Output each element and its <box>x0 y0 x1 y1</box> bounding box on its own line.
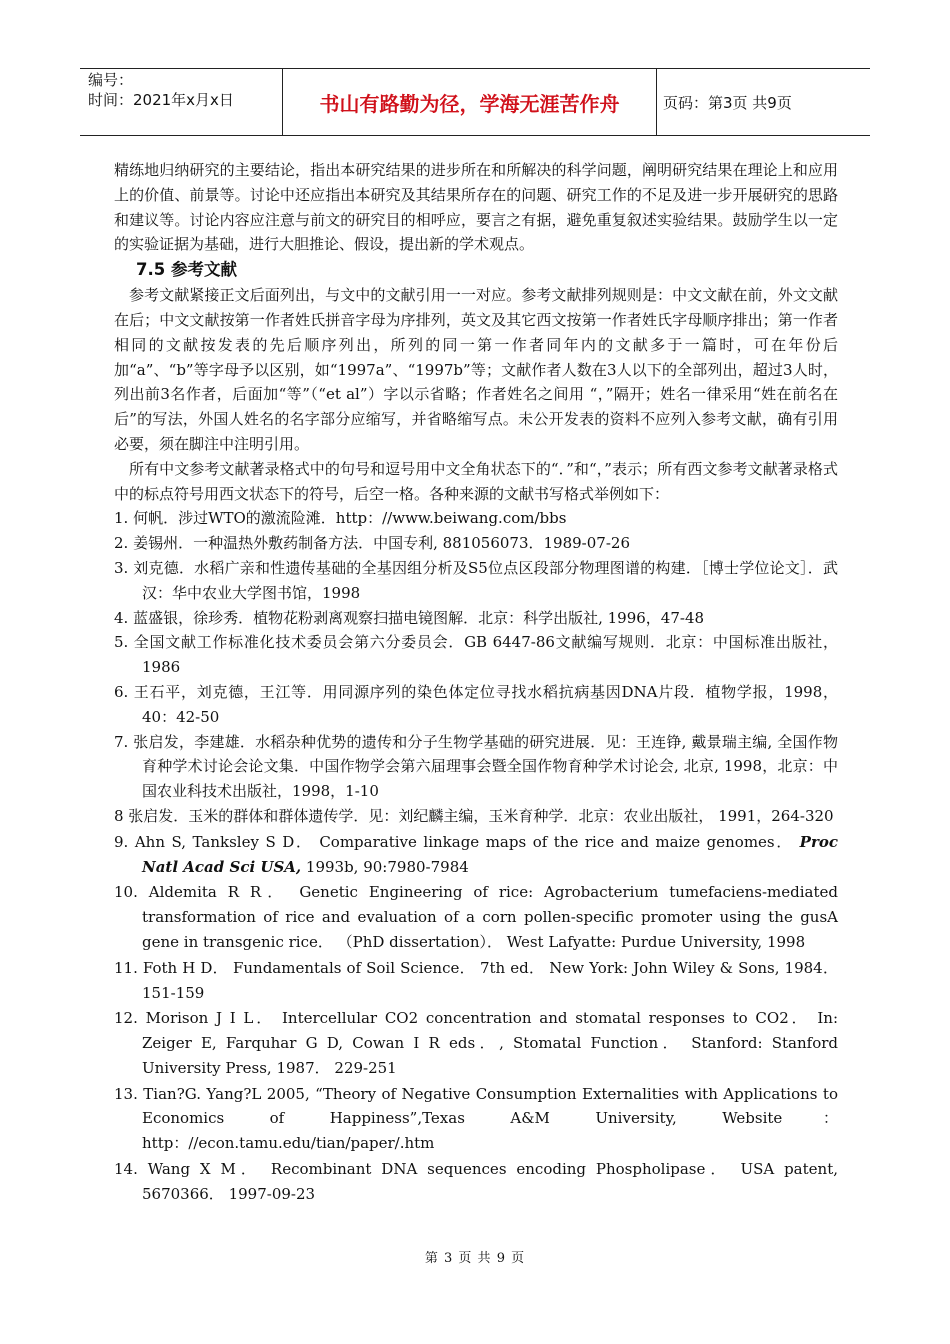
header-meta <box>80 69 283 135</box>
header-motto: 书山有路勤为径，学海无涯苦作舟 <box>283 69 657 135</box>
document-body <box>114 158 838 1207</box>
reference-item: 7. 张启发，李建雄．水稻杂种优势的遗传和分子生物学基础的研究进展．见：王连铮, 戴景瑞主编, 全国作物育种学术讨论会论文集．中国作物学会第六届理事会暨全国作物育种学术讨论会, 北京, 1998，北京：中国农业科技术出版社，1998，1-10 <box>114 732 838 801</box>
doc-time-label: 时间：2021年x月x日 <box>88 91 234 109</box>
page-footer: 第 3 页 共 9 页 <box>424 1251 526 1266</box>
reference-item: 4. 蓝盛银，徐珍秀．植物花粉剥离观察扫描电镜图解．北京：科学出版社, 1996，47-48 <box>114 608 705 627</box>
intro-paragraph: 精练地归纳研究的主要结论，指出本研究结果的进步所在和所解决的科学问题，阐明研究结果在理论上和应用上的价值、前景等。讨论中还应指出本研究及其结果所存在的问题、研究工作的不足及进一步开展研究的思路和建议等。讨论内容应注意与前文的研究目的相呼应，要言之有据，避免重复叙述实验结果。鼓励学生以一定的实验证据为基础，进行大胆推论、假设，提出新的学术观点。 <box>114 161 838 254</box>
header-page-label: 页码：第3页 共9页 <box>663 93 792 112</box>
reference-journal: Proc Natl Acad Sci USA, <box>142 832 838 876</box>
reference-item: 2. 姜锡州．一种温热外敷药制备方法．中国专利, 881056073．1989-07-26 <box>114 534 630 553</box>
doc-number-label: 编号： <box>88 71 134 89</box>
format-paragraph: 所有中文参考文献著录格式中的句号和逗号用中文全角状态下的“．”和“，”表示；所有西文参考文献著录格式中的标点符号用西文状态下的符号，后空一格。各种来源的文献书写格式举例如下： <box>114 459 838 503</box>
reference-item: 8 张启发．玉米的群体和群体遗传学．见：刘纪麟主编，玉米育种学．北京：农业出版社， 1991，264-320 <box>114 806 834 825</box>
rules-paragraph: 参考文献紧接正文后面列出，与文中的文献引用一一对应。参考文献排列规则是：中文文献在前，外文文献在后；中文文献按第一作者姓氏拼音字母为序排列，英文及其它西文按第一作者姓氏字母顺序排出；第一作者相同的文献按发表的先后顺序列出，所列的同一第一作者同年内的文献多于一篇时，可在年份后加“a”、“b”等字母予以区别，如“1997a”、“1997b”等；文献作者人数在3人以下的全部列出，超过3人时，列出前3名作者，后面加“等”（“et al”）字以示省略；作者姓名之间用 “，”隔开；姓名一律采用“姓在前名在后”的写法，外国人姓名的名字部分应缩写，并省略缩写点。未公开发表的资料不应列入参考文献，确有引用必要，须在脚注中注明引用。 <box>114 286 838 453</box>
reference-item: 13. Tian?G. Yang?L 2005, “Theory of Negative Consumption Externalities with Applications to Economics of Happiness”,Texas A&M University, Website：http：//econ.tamu.edu/tian/paper/.htm <box>114 1084 838 1153</box>
page-header <box>80 68 870 136</box>
reference-item: 3. 刘克德．水稻广亲和性遗传基础的全基因组分析及S5位点区段部分物理图谱的构建．［博士学位论文］．武汉：华中农业大学图书馆，1998 <box>114 558 838 602</box>
reference-item: 12. Morison J I L． Intercellular CO2 concentration and stomatal responses to CO2． In: Zeiger E, Farquhar G D, Cowan I R eds．, Stomatal Function． Stanford: Stanford University Press, 1987． 229-251 <box>114 1009 838 1077</box>
reference-pre: 9. Ahn S, Tanksley S D． Comparative linkage maps of the rice and maize genomes． <box>114 832 800 851</box>
reference-item: 10. Aldemita R R． Genetic Engineering of rice: Agrobacterium tumefaciens-mediated transformation of rice and evaluation of a corn pollen-specific promoter using the gusA gene in transgenic rice． （PhD dissertation）． West Lafyatte: Purdue University, 1998 <box>114 883 838 951</box>
reference-item: 6. 王石平，刘克德，王江等．用同源序列的染色体定位寻找水稻抗病基因DNA片段．植物学报，1998，40：42-50 <box>114 682 838 726</box>
reference-item: 11. Foth H D． Fundamentals of Soil Science． 7th ed． New York: John Wiley & Sons, 1984． 151-159 <box>114 958 838 1002</box>
reference-post: 1993b, 90:7980-7984 <box>301 857 469 876</box>
reference-item: 5. 全国文献工作标准化技术委员会第六分委员会．GB 6447-86文献编写规则．北京：中国标准出版社，1986 <box>114 633 838 677</box>
reference-item: 14. Wang X M． Recombinant DNA sequences encoding Phospholipase． USA patent, 5670366． 1997-09-23 <box>114 1160 838 1203</box>
reference-item <box>114 830 838 880</box>
section-title: 7.5 参考文献 <box>136 260 237 280</box>
reference-list <box>114 506 838 1206</box>
reference-item: 1. 何帆．涉过WTO的激流险滩．http：//www.beiwang.com/bbs <box>114 509 567 528</box>
